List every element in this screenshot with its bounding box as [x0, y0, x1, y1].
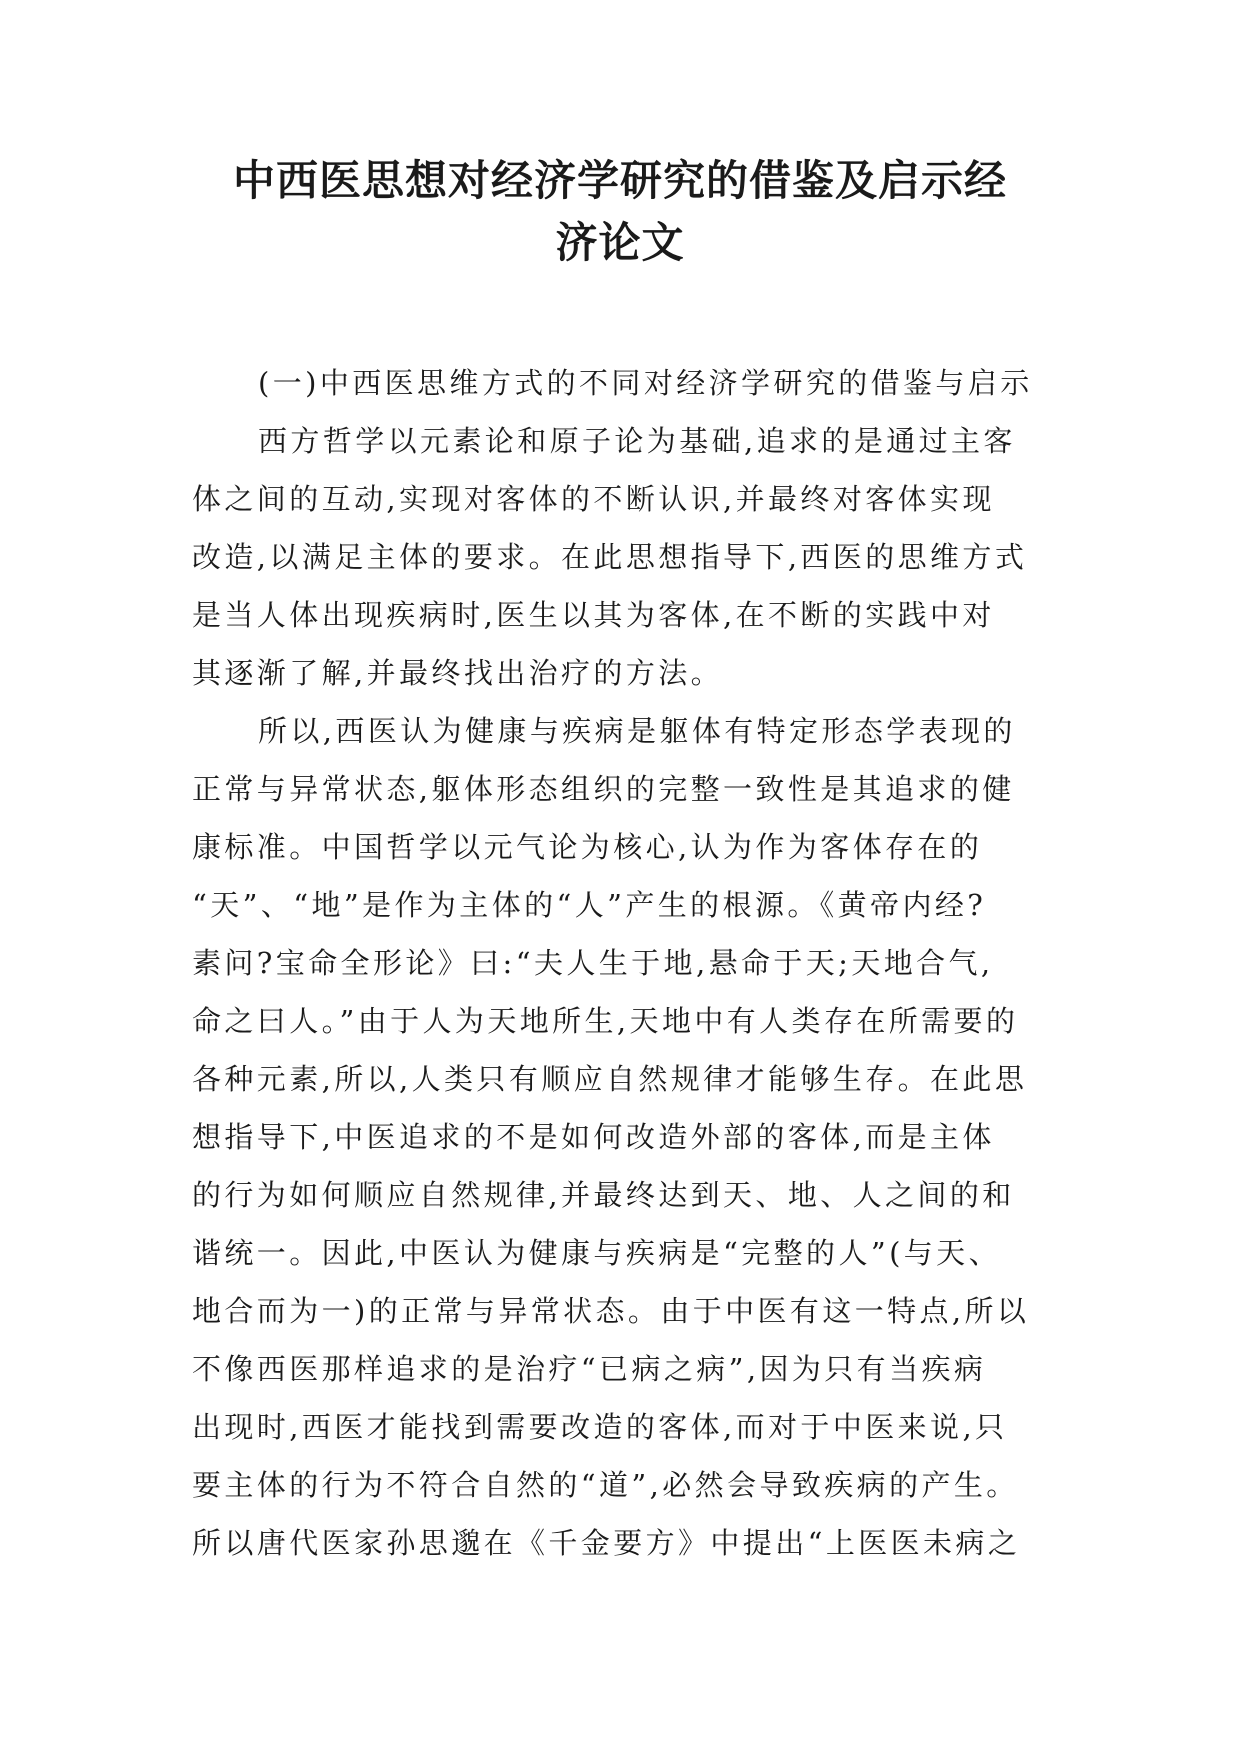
text-line: 康标准。中国哲学以元气论为核心,认为作为客体存在的: [192, 830, 983, 864]
text-line: 想指导下,中医追求的不是如何改造外部的客体,而是主体: [192, 1120, 995, 1154]
document-title: [170, 150, 1070, 274]
text-line: 各种元素,所以,人类只有顺应自然规律才能够生存。在此思: [192, 1062, 1028, 1096]
text-line: 改造,以满足主体的要求。在此思想指导下,西医的思维方式: [192, 540, 1028, 574]
text-line: 所以唐代医家孙思邈在《千金要方》中提出“上医医未病之: [192, 1526, 1021, 1560]
text-line: 西方哲学以元素论和原子论为基础,追求的是通过主客: [258, 424, 1016, 458]
title-line: 中西医思想对经济学研究的借鉴及启示经: [232, 156, 1007, 205]
text-line: 是当人体出现疾病时,医生以其为客体,在不断的实践中对: [192, 598, 995, 632]
text-line: 素问?宝命全形论》曰:“夫人生于地,悬命于天;天地合气,: [192, 946, 994, 980]
title-line: 济论文: [555, 218, 685, 267]
text-line: 不像西医那样追求的是治疗“已病之病”,因为只有当疾病: [192, 1352, 987, 1386]
text-line: 出现时,西医才能找到需要改造的客体,而对于中医来说,只: [192, 1410, 1008, 1444]
text-line: 所以,西医认为健康与疾病是躯体有特定形态学表现的: [258, 714, 1016, 748]
text-line: 正常与异常状态,躯体形态组织的完整一致性是其追求的健: [192, 772, 1015, 806]
text-line: 命之曰人。”由于人为天地所生,天地中有人类存在所需要的: [192, 1004, 1019, 1038]
text-line: 地合而为一)的正常与异常状态。由于中医有这一特点,所以: [192, 1294, 1030, 1328]
text-line: 的行为如何顺应自然规律,并最终达到天、地、人之间的和: [192, 1178, 1015, 1212]
text-line: 其逐渐了解,并最终找出治疗的方法。: [192, 656, 724, 690]
section-heading: (一)中西医思维方式的不同对经济学研究的借鉴与启示: [258, 366, 1033, 400]
text-line: 谐统一。因此,中医认为健康与疾病是“完整的人”(与天、: [192, 1236, 1001, 1270]
text-line: “天”、“地”是作为主体的“人”产生的根源。《黄帝内经?: [192, 888, 987, 922]
text-line: 要主体的行为不符合自然的“道”,必然会导致疾病的产生。: [192, 1468, 1019, 1502]
document-body: [192, 354, 1054, 1572]
text-line: 体之间的互动,实现对客体的不断认识,并最终对客体实现: [192, 482, 995, 516]
